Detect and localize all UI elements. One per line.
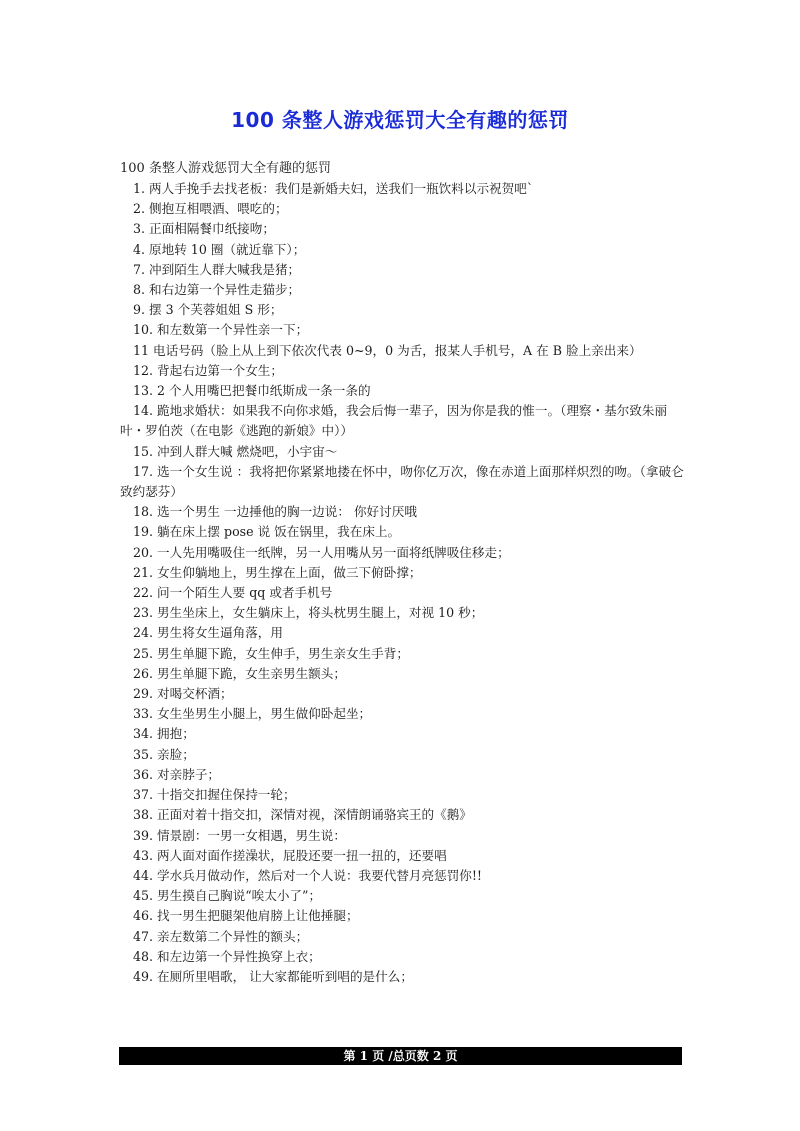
list-item-text: 17. 选一个女生说 ：我将把你紧紧地搂在怀中，吻你亿万次，像在赤道上面那样炽烈的吻。（拿破仑致约瑟芬） xyxy=(120,463,684,500)
list-item: 18. 选一个男生 一边捶他的胸一边说： 你好讨厌哦 xyxy=(133,504,417,520)
list-item: 45. 男生摸自己胸说“唉太小了”； xyxy=(133,888,322,904)
list-item: 15. 冲到人群大喊 燃烧吧，小宇宙～ xyxy=(133,443,338,459)
list-item: 12. 背起右边第一个女生； xyxy=(133,362,283,378)
list-item: 3. 正面相隔餐巾纸接吻； xyxy=(133,221,275,237)
list-item: 1. 两人手挽手去找老板：我们是新婚夫妇，送我们一瓶饮料以示祝贺吧` xyxy=(133,181,534,196)
list-item: 4. 原地转 10 圈（就近靠下）； xyxy=(133,241,306,257)
list-item: 44. 学水兵月做动作，然后对一个人说：我要代替月亮惩罚你!! xyxy=(133,867,482,883)
list-item: 26. 男生单腿下跪，女生亲男生额头； xyxy=(133,665,346,681)
list-item: 13. 2 个人用嘴巴把餐巾纸斯成一条一条的 xyxy=(133,383,371,399)
list-item: 23. 男生坐床上，女生躺床上，将头枕男生腿上，对视 10 秒； xyxy=(133,605,484,621)
punishment-list xyxy=(120,179,685,987)
page-footer: 第 1 页 /总页数 2 页 xyxy=(119,1047,682,1065)
list-item: 38. 正面对着十指交扣，深情对视，深情朗诵骆宾王的《鹅》 xyxy=(133,807,472,823)
list-item: 39. 情景剧：一男一女相遇，男生说： xyxy=(133,827,346,843)
list-item: 35. 亲脸； xyxy=(133,746,195,762)
list-item: 43. 两人面对面作搓澡状，屁股还要一扭一扭的，还要唱 xyxy=(133,847,447,863)
list-item: 20. 一人先用嘴吸住一纸牌，另一人用嘴从另一面将纸牌吸住移走； xyxy=(133,544,510,560)
list-item: 11 电话号码（脸上从上到下依次代表 0~9，0 为舌，报某人手机号，A 在 B 脸上亲出来） xyxy=(133,342,642,358)
list-item: 7. 冲到陌生人群大喊我是猪； xyxy=(133,261,301,277)
list-item: 33. 女生坐男生小腿上，男生做仰卧起坐； xyxy=(133,706,372,722)
list-item: 8. 和右边第一个异性走猫步； xyxy=(133,282,301,298)
list-item-text: 14. 跪地求婚状：如果我不向你求婚，我会后悔一辈子，因为你是我的惟一。（理察・基尔致朱丽叶・罗伯茨（在电影《逃跑的新娘》中）） xyxy=(120,403,668,439)
list-item: 2. 侧抱互相喂酒、喂吃的； xyxy=(133,201,288,217)
list-item: 46. 找一男生把腿架他肩膀上让他捶腿； xyxy=(133,908,359,924)
list-item: 10. 和左数第一个异性亲一下； xyxy=(133,322,309,338)
list-item xyxy=(120,462,685,502)
list-item: 24. 男生将女生逼角落，用 xyxy=(133,625,283,641)
list-item: 48. 和左边第一个异性换穿上衣； xyxy=(133,948,321,964)
list-item: 34. 拥抱； xyxy=(133,726,195,742)
list-item: 36. 对亲脖子； xyxy=(133,766,221,782)
document-title: 100 条整人游戏惩罚大全有趣的惩罚 xyxy=(231,108,569,132)
list-item: 25. 男生单腿下跪，女生伸手，男生亲女生手背； xyxy=(133,645,409,661)
list-item: 22. 问一个陌生人要 qq 或者手机号 xyxy=(133,585,333,601)
list-item: 9. 摆 3 个芙蓉姐姐 S 形； xyxy=(133,302,283,318)
list-item: 19. 躺在床上摆 pose 说 饭在锅里，我在床上。 xyxy=(133,524,401,540)
list-item: 47. 亲左数第二个异性的额头； xyxy=(133,928,309,944)
list-item: 49. 在厕所里唱歌， 让大家都能听到唱的是什么； xyxy=(133,968,413,984)
document-subtitle: 100 条整人游戏惩罚大全有趣的惩罚 xyxy=(120,161,331,176)
list-item: 29. 对喝交杯酒； xyxy=(133,686,233,702)
list-item: 37. 十指交扣握住保持一轮； xyxy=(133,787,296,803)
list-item xyxy=(120,401,685,441)
list-item: 21. 女生仰躺地上，男生撑在上面，做三下俯卧撑； xyxy=(133,564,422,580)
